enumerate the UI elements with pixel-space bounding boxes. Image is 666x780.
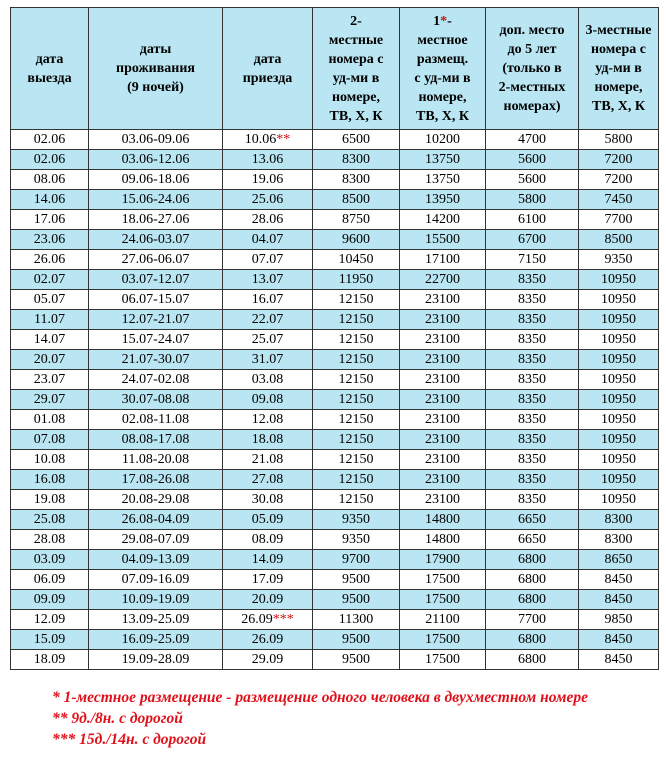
header-row xyxy=(11,8,659,130)
cell-double-price: 9500 xyxy=(313,650,400,670)
cell-stay-dates: 04.09-13.09 xyxy=(89,550,223,570)
table-row xyxy=(11,190,659,210)
cell-stay-dates: 19.09-28.09 xyxy=(89,650,223,670)
cell-triple-price: 8300 xyxy=(579,510,659,530)
cell-stay-dates: 24.07-02.08 xyxy=(89,370,223,390)
cell-departure-date: 25.08 xyxy=(11,510,89,530)
cell-triple-price: 8500 xyxy=(579,230,659,250)
table-row xyxy=(11,170,659,190)
arrival-footnote-mark: ** xyxy=(276,131,291,147)
table-row xyxy=(11,350,659,370)
cell-stay-dates: 30.07-08.08 xyxy=(89,390,223,410)
cell-triple-price: 8450 xyxy=(579,570,659,590)
table-row xyxy=(11,650,659,670)
header-triple-rooms: 3-местные номера с уд-ми в номере, ТВ, Х, К xyxy=(579,8,659,130)
cell-triple-price: 7200 xyxy=(579,150,659,170)
cell-extra-bed-price: 8350 xyxy=(486,490,579,510)
cell-arrival-date: 09.08 xyxy=(223,390,313,410)
cell-stay-dates: 09.06-18.06 xyxy=(89,170,223,190)
table-row xyxy=(11,430,659,450)
cell-stay-dates: 24.06-03.07 xyxy=(89,230,223,250)
cell-stay-dates: 15.06-24.06 xyxy=(89,190,223,210)
cell-triple-price: 8450 xyxy=(579,650,659,670)
cell-double-price: 8500 xyxy=(313,190,400,210)
cell-triple-price: 10950 xyxy=(579,450,659,470)
cell-arrival-date: 26.09 xyxy=(223,630,313,650)
cell-arrival-date: 26.09*** xyxy=(223,610,313,630)
cell-stay-dates: 03.06-09.06 xyxy=(89,130,223,150)
table-row xyxy=(11,230,659,250)
cell-extra-bed-price: 6650 xyxy=(486,530,579,550)
table-row xyxy=(11,570,659,590)
header-arrival-date: дата приезда xyxy=(223,8,313,130)
price-table-body xyxy=(11,130,659,670)
cell-double-price: 12150 xyxy=(313,330,400,350)
cell-double-price: 9700 xyxy=(313,550,400,570)
cell-departure-date: 17.06 xyxy=(11,210,89,230)
table-row xyxy=(11,310,659,330)
cell-arrival-date: 21.08 xyxy=(223,450,313,470)
cell-departure-date: 07.08 xyxy=(11,430,89,450)
cell-double-price: 12150 xyxy=(313,390,400,410)
cell-arrival-date: 25.07 xyxy=(223,330,313,350)
cell-arrival-date: 10.06** xyxy=(223,130,313,150)
cell-triple-price: 10950 xyxy=(579,410,659,430)
cell-single-price: 13750 xyxy=(400,170,486,190)
cell-arrival-date: 13.07 xyxy=(223,270,313,290)
cell-single-price: 23100 xyxy=(400,330,486,350)
table-row xyxy=(11,470,659,490)
cell-triple-price: 9350 xyxy=(579,250,659,270)
table-row xyxy=(11,550,659,570)
cell-double-price: 9500 xyxy=(313,630,400,650)
cell-triple-price: 7200 xyxy=(579,170,659,190)
cell-double-price: 8300 xyxy=(313,170,400,190)
cell-stay-dates: 07.09-16.09 xyxy=(89,570,223,590)
cell-stay-dates: 20.08-29.08 xyxy=(89,490,223,510)
table-row xyxy=(11,490,659,510)
cell-arrival-date: 30.08 xyxy=(223,490,313,510)
cell-single-price: 23100 xyxy=(400,310,486,330)
cell-arrival-date: 28.06 xyxy=(223,210,313,230)
table-row xyxy=(11,530,659,550)
cell-arrival-date: 13.06 xyxy=(223,150,313,170)
cell-stay-dates: 02.08-11.08 xyxy=(89,410,223,430)
cell-extra-bed-price: 6800 xyxy=(486,550,579,570)
cell-double-price: 8300 xyxy=(313,150,400,170)
cell-double-price: 11300 xyxy=(313,610,400,630)
cell-double-price: 12150 xyxy=(313,290,400,310)
header-single-occupancy: 1*- местное размещ. с уд-ми в номере, ТВ, Х, К xyxy=(400,8,486,130)
cell-single-price: 17900 xyxy=(400,550,486,570)
cell-double-price: 9500 xyxy=(313,590,400,610)
cell-double-price: 12150 xyxy=(313,490,400,510)
cell-stay-dates: 17.08-26.08 xyxy=(89,470,223,490)
table-row xyxy=(11,610,659,630)
cell-triple-price: 10950 xyxy=(579,310,659,330)
cell-extra-bed-price: 8350 xyxy=(486,350,579,370)
cell-departure-date: 29.07 xyxy=(11,390,89,410)
cell-departure-date: 20.07 xyxy=(11,350,89,370)
cell-departure-date: 18.09 xyxy=(11,650,89,670)
cell-extra-bed-price: 5600 xyxy=(486,170,579,190)
table-row xyxy=(11,590,659,610)
cell-double-price: 12150 xyxy=(313,350,400,370)
cell-triple-price: 10950 xyxy=(579,490,659,510)
cell-triple-price: 7700 xyxy=(579,210,659,230)
table-row xyxy=(11,270,659,290)
cell-single-price: 23100 xyxy=(400,370,486,390)
cell-single-price: 14800 xyxy=(400,510,486,530)
cell-stay-dates: 21.07-30.07 xyxy=(89,350,223,370)
cell-arrival-date: 14.09 xyxy=(223,550,313,570)
cell-double-price: 12150 xyxy=(313,410,400,430)
cell-triple-price: 8450 xyxy=(579,630,659,650)
cell-single-price: 17500 xyxy=(400,630,486,650)
cell-extra-bed-price: 4700 xyxy=(486,130,579,150)
cell-triple-price: 8300 xyxy=(579,530,659,550)
cell-double-price: 12150 xyxy=(313,310,400,330)
cell-stay-dates: 18.06-27.06 xyxy=(89,210,223,230)
cell-extra-bed-price: 8350 xyxy=(486,310,579,330)
cell-arrival-date: 16.07 xyxy=(223,290,313,310)
footnote-two-stars: ** 9д./8н. с дорогой xyxy=(52,710,183,727)
cell-single-price: 13950 xyxy=(400,190,486,210)
cell-triple-price: 9850 xyxy=(579,610,659,630)
cell-single-price: 10200 xyxy=(400,130,486,150)
table-row xyxy=(11,450,659,470)
cell-departure-date: 01.08 xyxy=(11,410,89,430)
table-row xyxy=(11,330,659,350)
cell-stay-dates: 29.08-07.09 xyxy=(89,530,223,550)
cell-stay-dates: 03.06-12.06 xyxy=(89,150,223,170)
cell-extra-bed-price: 8350 xyxy=(486,410,579,430)
cell-stay-dates: 15.07-24.07 xyxy=(89,330,223,350)
cell-arrival-date: 31.07 xyxy=(223,350,313,370)
cell-triple-price: 10950 xyxy=(579,350,659,370)
cell-single-price: 13750 xyxy=(400,150,486,170)
cell-triple-price: 10950 xyxy=(579,470,659,490)
cell-departure-date: 12.09 xyxy=(11,610,89,630)
cell-extra-bed-price: 6800 xyxy=(486,570,579,590)
cell-single-price: 23100 xyxy=(400,390,486,410)
footnote-three-stars: *** 15д./14н. с дорогой xyxy=(52,731,207,748)
cell-triple-price: 8650 xyxy=(579,550,659,570)
cell-triple-price: 10950 xyxy=(579,370,659,390)
cell-departure-date: 11.07 xyxy=(11,310,89,330)
table-row xyxy=(11,150,659,170)
cell-departure-date: 09.09 xyxy=(11,590,89,610)
table-row xyxy=(11,290,659,310)
cell-extra-bed-price: 6800 xyxy=(486,630,579,650)
price-table xyxy=(10,7,659,670)
cell-single-price: 23100 xyxy=(400,470,486,490)
cell-triple-price: 10950 xyxy=(579,290,659,310)
cell-single-price: 17100 xyxy=(400,250,486,270)
cell-arrival-date: 12.08 xyxy=(223,410,313,430)
header-single-first-line: 1*- xyxy=(433,13,452,29)
cell-extra-bed-price: 8350 xyxy=(486,450,579,470)
cell-stay-dates: 16.09-25.09 xyxy=(89,630,223,650)
cell-extra-bed-price: 8350 xyxy=(486,370,579,390)
header-extra-bed: доп. место до 5 лет (только в 2-местных номерах) xyxy=(486,8,579,130)
cell-double-price: 8750 xyxy=(313,210,400,230)
cell-single-price: 23100 xyxy=(400,350,486,370)
cell-departure-date: 14.06 xyxy=(11,190,89,210)
cell-departure-date: 05.07 xyxy=(11,290,89,310)
cell-arrival-date: 18.08 xyxy=(223,430,313,450)
asterisk-mark: * xyxy=(440,13,448,29)
cell-extra-bed-price: 8350 xyxy=(486,330,579,350)
cell-single-price: 23100 xyxy=(400,290,486,310)
cell-double-price: 12150 xyxy=(313,370,400,390)
cell-extra-bed-price: 8350 xyxy=(486,390,579,410)
cell-extra-bed-price: 6100 xyxy=(486,210,579,230)
cell-stay-dates: 12.07-21.07 xyxy=(89,310,223,330)
cell-arrival-date: 19.06 xyxy=(223,170,313,190)
table-row xyxy=(11,410,659,430)
cell-double-price: 9500 xyxy=(313,570,400,590)
cell-single-price: 22700 xyxy=(400,270,486,290)
cell-single-price: 17500 xyxy=(400,650,486,670)
cell-departure-date: 19.08 xyxy=(11,490,89,510)
cell-double-price: 11950 xyxy=(313,270,400,290)
cell-departure-date: 15.09 xyxy=(11,630,89,650)
table-row xyxy=(11,130,659,150)
cell-single-price: 15500 xyxy=(400,230,486,250)
arrival-footnote-mark: *** xyxy=(272,611,294,627)
cell-arrival-date: 17.09 xyxy=(223,570,313,590)
cell-single-price: 23100 xyxy=(400,450,486,470)
cell-double-price: 6500 xyxy=(313,130,400,150)
cell-stay-dates: 27.06-06.07 xyxy=(89,250,223,270)
cell-stay-dates: 11.08-20.08 xyxy=(89,450,223,470)
cell-arrival-date: 03.08 xyxy=(223,370,313,390)
cell-extra-bed-price: 8350 xyxy=(486,430,579,450)
cell-triple-price: 7450 xyxy=(579,190,659,210)
cell-stay-dates: 13.09-25.09 xyxy=(89,610,223,630)
cell-departure-date: 06.09 xyxy=(11,570,89,590)
cell-extra-bed-price: 5800 xyxy=(486,190,579,210)
cell-double-price: 9350 xyxy=(313,530,400,550)
cell-departure-date: 02.07 xyxy=(11,270,89,290)
cell-double-price: 12150 xyxy=(313,450,400,470)
cell-departure-date: 10.08 xyxy=(11,450,89,470)
cell-triple-price: 10950 xyxy=(579,390,659,410)
table-row xyxy=(11,510,659,530)
cell-arrival-date: 20.09 xyxy=(223,590,313,610)
table-row xyxy=(11,210,659,230)
cell-arrival-date: 27.08 xyxy=(223,470,313,490)
cell-extra-bed-price: 8350 xyxy=(486,470,579,490)
table-row xyxy=(11,630,659,650)
cell-single-price: 17500 xyxy=(400,570,486,590)
footnotes xyxy=(52,687,652,750)
cell-departure-date: 26.06 xyxy=(11,250,89,270)
cell-arrival-date: 25.06 xyxy=(223,190,313,210)
cell-departure-date: 23.06 xyxy=(11,230,89,250)
cell-double-price: 12150 xyxy=(313,430,400,450)
cell-triple-price: 5800 xyxy=(579,130,659,150)
cell-stay-dates: 26.08-04.09 xyxy=(89,510,223,530)
table-row xyxy=(11,390,659,410)
cell-single-price: 23100 xyxy=(400,430,486,450)
cell-single-price: 17500 xyxy=(400,590,486,610)
header-double-rooms: 2- местные номера с уд-ми в номере, ТВ, Х, К xyxy=(313,8,400,130)
cell-arrival-date: 29.09 xyxy=(223,650,313,670)
table-row xyxy=(11,250,659,270)
cell-stay-dates: 03.07-12.07 xyxy=(89,270,223,290)
cell-departure-date: 16.08 xyxy=(11,470,89,490)
cell-single-price: 14800 xyxy=(400,530,486,550)
footnote-single-occupancy: * 1-местное размещение - размещение одного человека в двухместном номере xyxy=(52,689,588,706)
cell-triple-price: 10950 xyxy=(579,330,659,350)
price-table-container xyxy=(10,7,658,670)
cell-extra-bed-price: 7700 xyxy=(486,610,579,630)
cell-extra-bed-price: 5600 xyxy=(486,150,579,170)
cell-extra-bed-price: 8350 xyxy=(486,270,579,290)
cell-arrival-date: 05.09 xyxy=(223,510,313,530)
cell-extra-bed-price: 6800 xyxy=(486,650,579,670)
cell-arrival-date: 08.09 xyxy=(223,530,313,550)
cell-arrival-date: 22.07 xyxy=(223,310,313,330)
cell-triple-price: 8450 xyxy=(579,590,659,610)
cell-extra-bed-price: 8350 xyxy=(486,290,579,310)
cell-double-price: 9600 xyxy=(313,230,400,250)
cell-arrival-date: 07.07 xyxy=(223,250,313,270)
cell-single-price: 23100 xyxy=(400,410,486,430)
header-departure-date: дата выезда xyxy=(11,8,89,130)
cell-departure-date: 02.06 xyxy=(11,150,89,170)
cell-extra-bed-price: 7150 xyxy=(486,250,579,270)
header-stay-dates: даты проживания (9 ночей) xyxy=(89,8,223,130)
cell-double-price: 12150 xyxy=(313,470,400,490)
cell-triple-price: 10950 xyxy=(579,430,659,450)
cell-arrival-date: 04.07 xyxy=(223,230,313,250)
cell-triple-price: 10950 xyxy=(579,270,659,290)
cell-double-price: 9350 xyxy=(313,510,400,530)
cell-departure-date: 14.07 xyxy=(11,330,89,350)
cell-extra-bed-price: 6700 xyxy=(486,230,579,250)
cell-extra-bed-price: 6800 xyxy=(486,590,579,610)
cell-double-price: 10450 xyxy=(313,250,400,270)
cell-single-price: 14200 xyxy=(400,210,486,230)
cell-stay-dates: 10.09-19.09 xyxy=(89,590,223,610)
cell-stay-dates: 08.08-17.08 xyxy=(89,430,223,450)
cell-stay-dates: 06.07-15.07 xyxy=(89,290,223,310)
cell-single-price: 21100 xyxy=(400,610,486,630)
cell-departure-date: 03.09 xyxy=(11,550,89,570)
cell-extra-bed-price: 6650 xyxy=(486,510,579,530)
cell-single-price: 23100 xyxy=(400,490,486,510)
cell-departure-date: 08.06 xyxy=(11,170,89,190)
cell-departure-date: 28.08 xyxy=(11,530,89,550)
cell-departure-date: 02.06 xyxy=(11,130,89,150)
cell-departure-date: 23.07 xyxy=(11,370,89,390)
table-row xyxy=(11,370,659,390)
